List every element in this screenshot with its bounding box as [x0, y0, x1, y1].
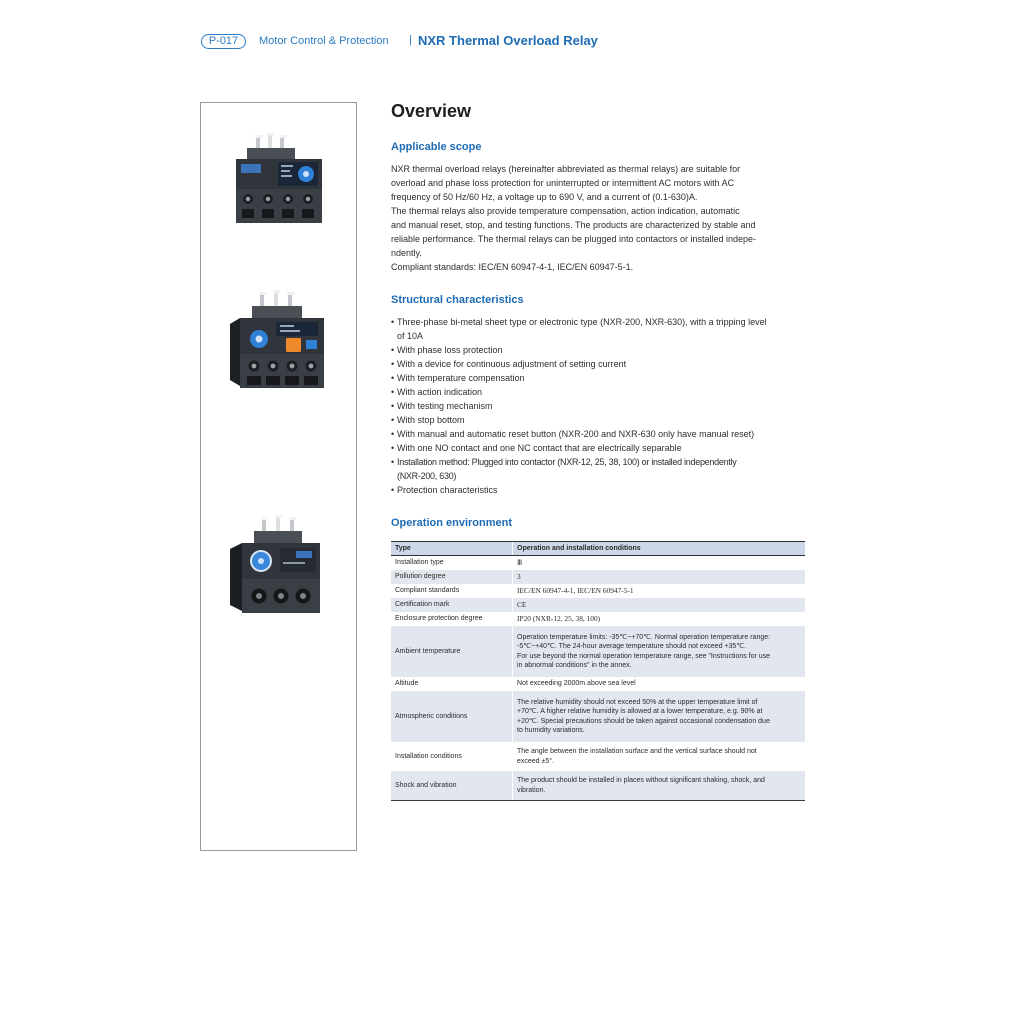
document-title: NXR Thermal Overload Relay [418, 33, 598, 48]
cell-text: 3 [517, 572, 521, 582]
list-item [391, 455, 767, 483]
list-item-text: of 10A [397, 331, 424, 341]
terminal-opening [302, 209, 314, 218]
dial-center [256, 336, 263, 343]
reset-button [286, 338, 301, 352]
screw-head [278, 593, 284, 599]
list-item-text: • With temperature compensation [397, 373, 525, 383]
list-item-text: • Protection characteristics [397, 485, 498, 495]
cell-text: Certification mark [395, 601, 450, 609]
relay-pin-tip [275, 515, 282, 518]
terminal-opening [266, 376, 280, 385]
relay-pin-tip [273, 290, 280, 293]
screw-head [309, 364, 314, 369]
list-item-text: • With testing mechanism [397, 401, 493, 411]
list-item-text: • With action indication [397, 387, 483, 397]
title-separator: | [409, 34, 412, 46]
screw-head [271, 364, 276, 369]
relay-pin-tip [261, 517, 268, 520]
table-cell-type [391, 677, 512, 691]
operation-environment-heading: Operation environment [391, 517, 513, 529]
table-cell-conditions [512, 626, 805, 677]
overview-heading: Overview [391, 101, 472, 121]
table-cell-conditions [512, 691, 805, 742]
section-name: Motor Control & Protection [259, 35, 389, 47]
table-cell-conditions [512, 556, 805, 570]
table-cell-type [391, 612, 512, 626]
relay-side-face [230, 318, 240, 386]
list-item [391, 371, 767, 385]
cell-text: Installation type [395, 559, 444, 567]
relay-side-label [241, 164, 261, 173]
table-cell-conditions [512, 612, 805, 626]
terminal-opening [304, 376, 318, 385]
cell-text: Enclosure protection degree [395, 615, 483, 623]
structural-characteristics-list [391, 315, 767, 497]
list-item [391, 385, 767, 399]
nameplate-marking [283, 562, 305, 564]
terminal-opening [285, 376, 299, 385]
screw-head [306, 197, 310, 201]
table-row [391, 626, 805, 677]
table-row [391, 556, 805, 570]
table-row [391, 584, 805, 598]
list-item-text: • With one NO contact and one NC contact that are electrically separable [397, 443, 682, 453]
nameplate-marking [280, 330, 300, 332]
cell-text: Shock and vibration [395, 781, 457, 789]
paragraph-line: The thermal relays also provide temperature compensation, action indication, automatic [391, 206, 740, 216]
cell-text: IP20 (NXR-12, 25, 38, 100) [517, 614, 601, 624]
paragraph-line: overload and phase loss protection for uninterrupted or intermittent AC motors with AC [391, 178, 735, 188]
relay-pin-tip [289, 517, 296, 520]
paragraph-line: frequency of 50 Hz/60 Hz, a voltage up to 690 V, and a current of (0.1-630)A. [391, 192, 698, 202]
cell-text: IEC/EN 60947-4-1, IEC/EN 60947-5-1 [517, 586, 634, 596]
cell-text: exceed ±5°. [517, 757, 554, 765]
list-item [391, 315, 767, 343]
page-code-badge: P-017 [201, 34, 246, 49]
relay-product-photo-1 [234, 133, 324, 225]
relay-pin-tip [279, 135, 286, 138]
table-header-row [391, 541, 805, 556]
table-header-cell [512, 542, 805, 555]
cell-text: -5℃~+40℃. The 24-hour average temperature should not exceed +35℃. [517, 643, 747, 651]
table-row [391, 771, 805, 800]
test-button [306, 340, 317, 349]
list-item-text: • With a device for continuous adjustment of setting current [397, 359, 627, 369]
operation-environment-table [391, 541, 805, 801]
table-cell-type [391, 691, 512, 742]
terminal-openings [252, 589, 311, 604]
dial-center [258, 558, 264, 564]
list-item [391, 399, 767, 413]
table-cell-type [391, 771, 512, 800]
cell-text: For use beyond the normal operation temperature range, see "Instructions for use [517, 652, 771, 660]
relay-side-face [230, 543, 242, 611]
paragraph-line: and manual reset, stop, and testing functions. The products are characterized by stable and [391, 220, 756, 230]
screw-head [290, 364, 295, 369]
table-row [391, 570, 805, 584]
cell-text: in abnormal conditions" in the annex. [517, 661, 632, 669]
product-photo-panel [200, 102, 357, 851]
cell-text: +20℃. Special precautions should be taken against occasional condensation due [517, 717, 770, 725]
list-item-text: • Installation method: Plugged into contactor (NXR-12, 25, 38, 100) or installed independently [397, 457, 737, 467]
list-item [391, 441, 767, 455]
cell-text: Atmospheric conditions [395, 712, 468, 720]
table-row [391, 691, 805, 742]
screw-head [256, 593, 262, 599]
relay-pin-tip [287, 292, 294, 295]
list-item [391, 357, 767, 371]
relay-pin-base [247, 148, 295, 160]
nameplate-marking [281, 175, 292, 177]
list-item-text: • With manual and automatic reset button (NXR-200 and NXR-630 only have manual reset) [397, 429, 755, 439]
table-cell-type [391, 584, 512, 598]
list-item-text: • Three-phase bi-metal sheet type or electronic type (NXR-200, NXR-630), with a tripping level [397, 317, 767, 327]
terminal-opening [247, 376, 261, 385]
cell-text: The product should be installed in places without significant shaking, shock, and [517, 777, 765, 785]
relay-product-photo-2 [230, 290, 327, 392]
relay-pin-base [252, 306, 302, 320]
table-cell-type [391, 570, 512, 584]
list-item-text: (NXR-200, 630) [397, 471, 457, 481]
relay-pin-tip [259, 292, 266, 295]
applicable-scope-paragraph [391, 162, 756, 274]
table-cell-type [391, 626, 512, 677]
table-cell-type [391, 556, 512, 570]
table-cell-conditions [512, 677, 805, 691]
cell-text: The angle between the installation surface and the vertical surface should not [517, 748, 757, 756]
cell-text: Operation temperature limits: -35℃~+70℃. Normal operation temperature range: [517, 633, 771, 641]
relay-product-photo-3 [230, 515, 324, 617]
relay-pin-tip [255, 135, 262, 138]
list-item [391, 343, 767, 357]
applicable-scope-heading: Applicable scope [391, 141, 482, 153]
terminal-opening [242, 209, 254, 218]
table-cell-conditions [512, 584, 805, 598]
nameplate-marking [280, 325, 294, 327]
screw-head [300, 593, 306, 599]
cell-text: Ambient temperature [395, 647, 461, 655]
table-row [391, 612, 805, 626]
table-row [391, 598, 805, 612]
column-header-conditions: Operation and installation conditions [517, 544, 641, 552]
table-header-cell [391, 542, 512, 555]
screw-head [252, 364, 257, 369]
screw-head [246, 197, 250, 201]
cell-text: Installation conditions [395, 752, 462, 760]
cell-text: CE [517, 600, 527, 610]
list-item-text: • With phase loss protection [397, 345, 503, 355]
terminal-opening [282, 209, 294, 218]
table-cell-conditions [512, 771, 805, 800]
relay-nameplate [276, 322, 318, 336]
cell-text: Compliant standards [395, 587, 460, 595]
list-item [391, 427, 767, 441]
paragraph-line: NXR thermal overload relays (hereinafter abbreviated as thermal relays) are suitable for [391, 164, 741, 174]
list-item [391, 483, 767, 497]
relay-pin-base [254, 531, 302, 545]
list-item-text: • With stop bottom [397, 415, 465, 425]
table-cell-type [391, 742, 512, 771]
terminal-opening [262, 209, 274, 218]
cell-text: Ⅲ [517, 558, 523, 568]
cell-text: Not exceeding 2000m above sea level [517, 680, 636, 688]
table-row [391, 677, 805, 691]
cell-text: to humidity variations. [517, 726, 585, 734]
nameplate-marking [281, 170, 290, 172]
dial-center [303, 171, 309, 177]
paragraph-line: reliable performance. The thermal relays can be plugged into contactors or installed indepe- [391, 234, 757, 244]
nameplate-marking [281, 165, 293, 167]
table-cell-type [391, 598, 512, 612]
cell-text: Pollution degree [395, 573, 446, 581]
cell-text: Altitude [395, 680, 419, 688]
table-cell-conditions [512, 598, 805, 612]
paragraph-line: Compliant standards: IEC/EN 60947-4-1, IEC/EN 60947-5-1. [391, 262, 634, 272]
relay-side-label [296, 551, 312, 558]
screw-head [266, 197, 270, 201]
table-row [391, 742, 805, 771]
structural-characteristics-heading: Structural characteristics [391, 294, 524, 306]
list-item [391, 413, 767, 427]
paragraph-line: ndently. [391, 248, 422, 258]
cell-text: The relative humidity should not exceed 50% at the upper temperature limit of [517, 698, 758, 706]
table-cell-conditions [512, 742, 805, 771]
relay-pin-tip [267, 133, 274, 136]
column-header-type: Type [395, 544, 411, 552]
table-cell-conditions [512, 570, 805, 584]
cell-text: vibration. [517, 786, 546, 794]
cell-text: +70℃. A higher relative humidity is allowed at a lower temperature, e.g. 90% at [517, 708, 763, 716]
screw-head [286, 197, 290, 201]
